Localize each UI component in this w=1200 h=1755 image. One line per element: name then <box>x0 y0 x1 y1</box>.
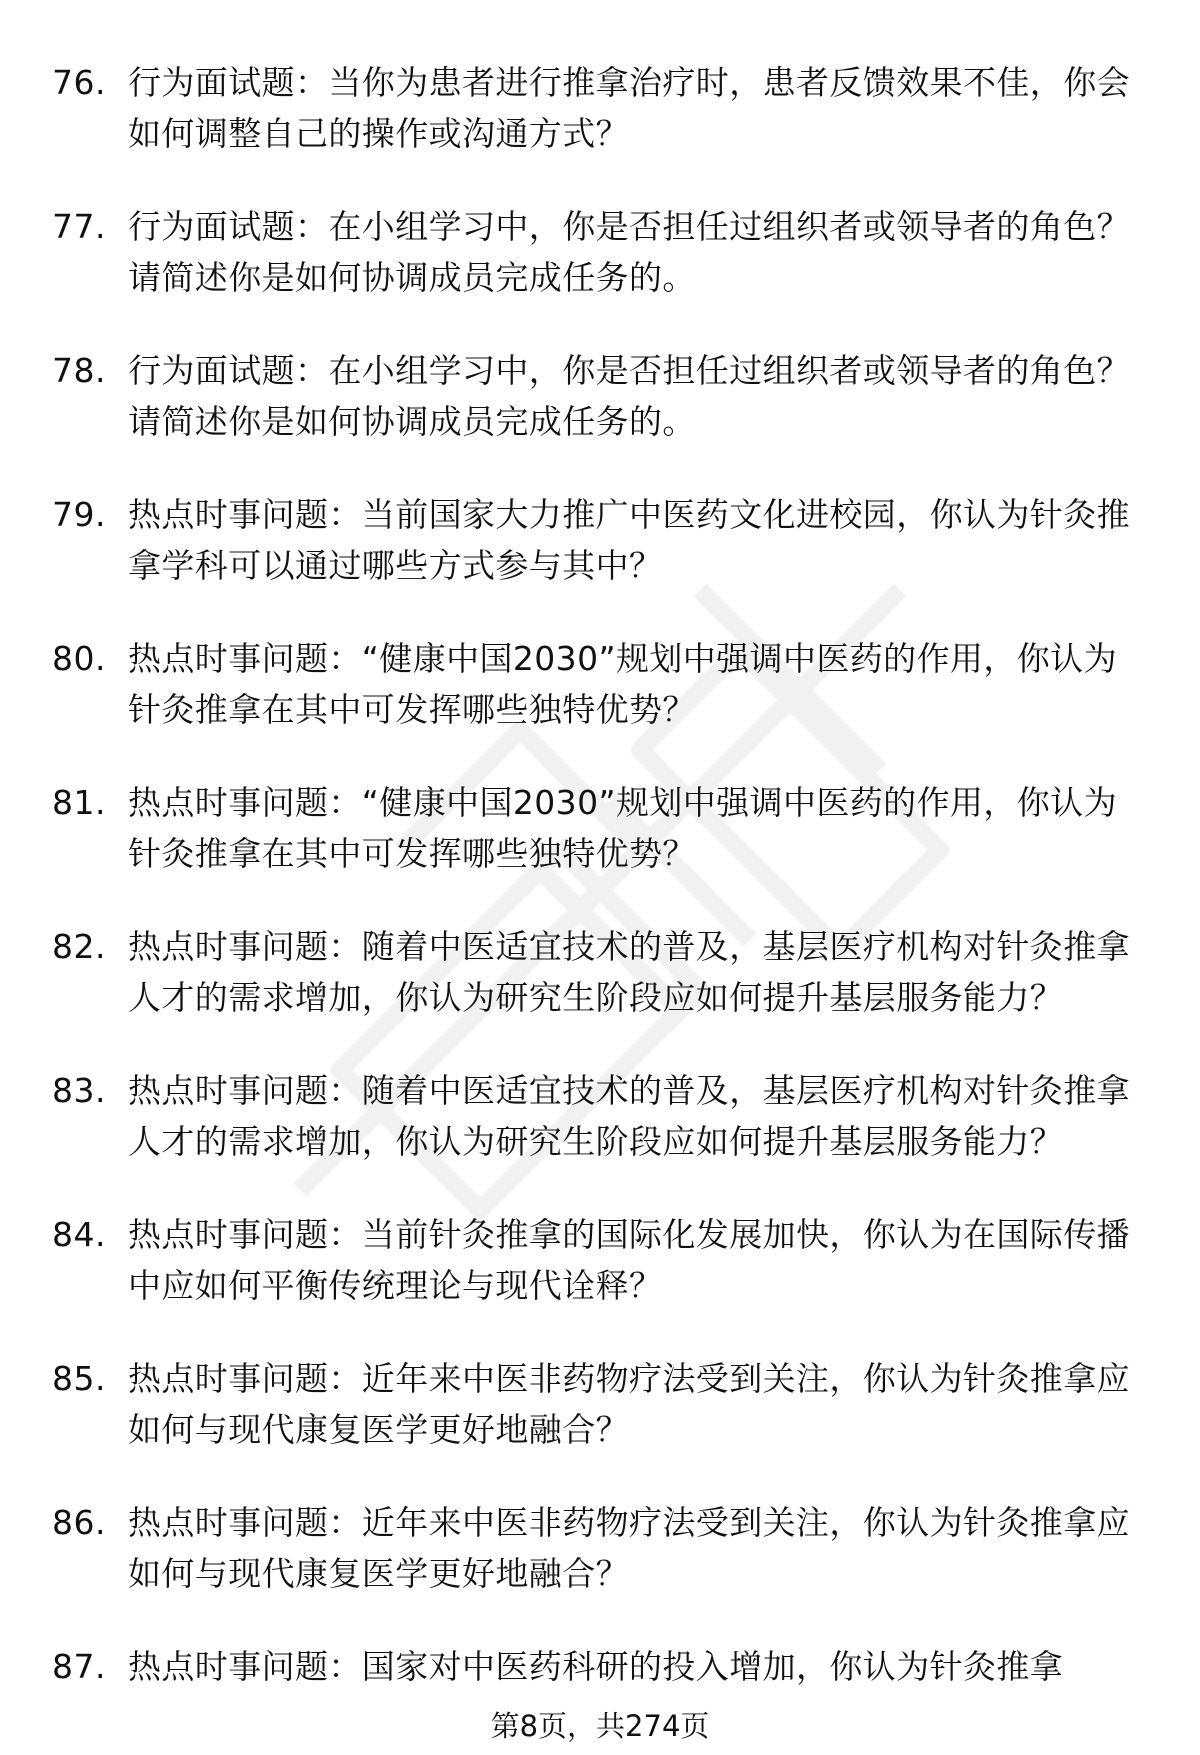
question-item <box>52 1209 1152 1311</box>
question-item <box>52 633 1152 735</box>
question-item <box>52 201 1152 303</box>
question-text: 行为面试题：当你为患者进行推拿治疗时，患者反馈效果不佳，你会如何调整自己的操作或沟通方式？ <box>128 63 1130 153</box>
question-list <box>52 57 1152 1734</box>
question-number: 84. <box>52 1215 106 1254</box>
question-number: 82. <box>52 927 106 966</box>
question-text: 热点时事问题：“健康中国2030”规划中强调中医药的作用，你认为针灸推拿在其中可发挥哪些独特优势？ <box>128 639 1117 729</box>
question-number: 81. <box>52 783 106 822</box>
question-item <box>52 1353 1152 1455</box>
question-item <box>52 345 1152 447</box>
question-number: 86. <box>52 1503 106 1542</box>
question-text: 热点时事问题：随着中医适宜技术的普及，基层医疗机构对针灸推拿人才的需求增加，你认为研究生阶段应如何提升基层服务能力？ <box>128 1071 1130 1161</box>
question-text: 热点时事问题：近年来中医非药物疗法受到关注，你认为针灸推拿应如何与现代康复医学更好地融合？ <box>128 1503 1130 1593</box>
question-text: 热点时事问题：当前针灸推拿的国际化发展加快，你认为在国际传播中应如何平衡传统理论与现代诠释？ <box>128 1215 1130 1305</box>
question-text: 热点时事问题：当前国家大力推广中医药文化进校园，你认为针灸推拿学科可以通过哪些方式参与其中？ <box>128 495 1130 585</box>
question-number: 79. <box>52 495 106 534</box>
question-number: 76. <box>52 63 106 102</box>
question-text: 行为面试题：在小组学习中，你是否担任过组织者或领导者的角色？请简述你是如何协调成员完成任务的。 <box>128 351 1130 441</box>
question-text: 热点时事问题：随着中医适宜技术的普及，基层医疗机构对针灸推拿人才的需求增加，你认为研究生阶段应如何提升基层服务能力？ <box>128 927 1130 1017</box>
question-text: 热点时事问题：近年来中医非药物疗法受到关注，你认为针灸推拿应如何与现代康复医学更好地融合？ <box>128 1359 1130 1449</box>
question-item <box>52 489 1152 591</box>
question-item <box>52 1065 1152 1167</box>
question-number: 80. <box>52 639 106 678</box>
question-item <box>52 1641 1152 1692</box>
question-item <box>52 777 1152 879</box>
question-item <box>52 1497 1152 1599</box>
question-number: 85. <box>52 1359 106 1398</box>
question-number: 83. <box>52 1071 106 1110</box>
question-number: 78. <box>52 351 106 390</box>
question-item <box>52 921 1152 1023</box>
page-number-footer: 第8页，共274页 <box>490 1709 710 1743</box>
question-text: 热点时事问题：“健康中国2030”规划中强调中医药的作用，你认为针灸推拿在其中可发挥哪些独特优势？ <box>128 783 1117 873</box>
question-text: 行为面试题：在小组学习中，你是否担任过组织者或领导者的角色？请简述你是如何协调成员完成任务的。 <box>128 207 1130 297</box>
question-number: 87. <box>52 1647 106 1686</box>
question-number: 77. <box>52 207 106 246</box>
question-text: 热点时事问题：国家对中医药科研的投入增加，你认为针灸推拿 <box>128 1647 1064 1686</box>
question-item <box>52 57 1152 159</box>
